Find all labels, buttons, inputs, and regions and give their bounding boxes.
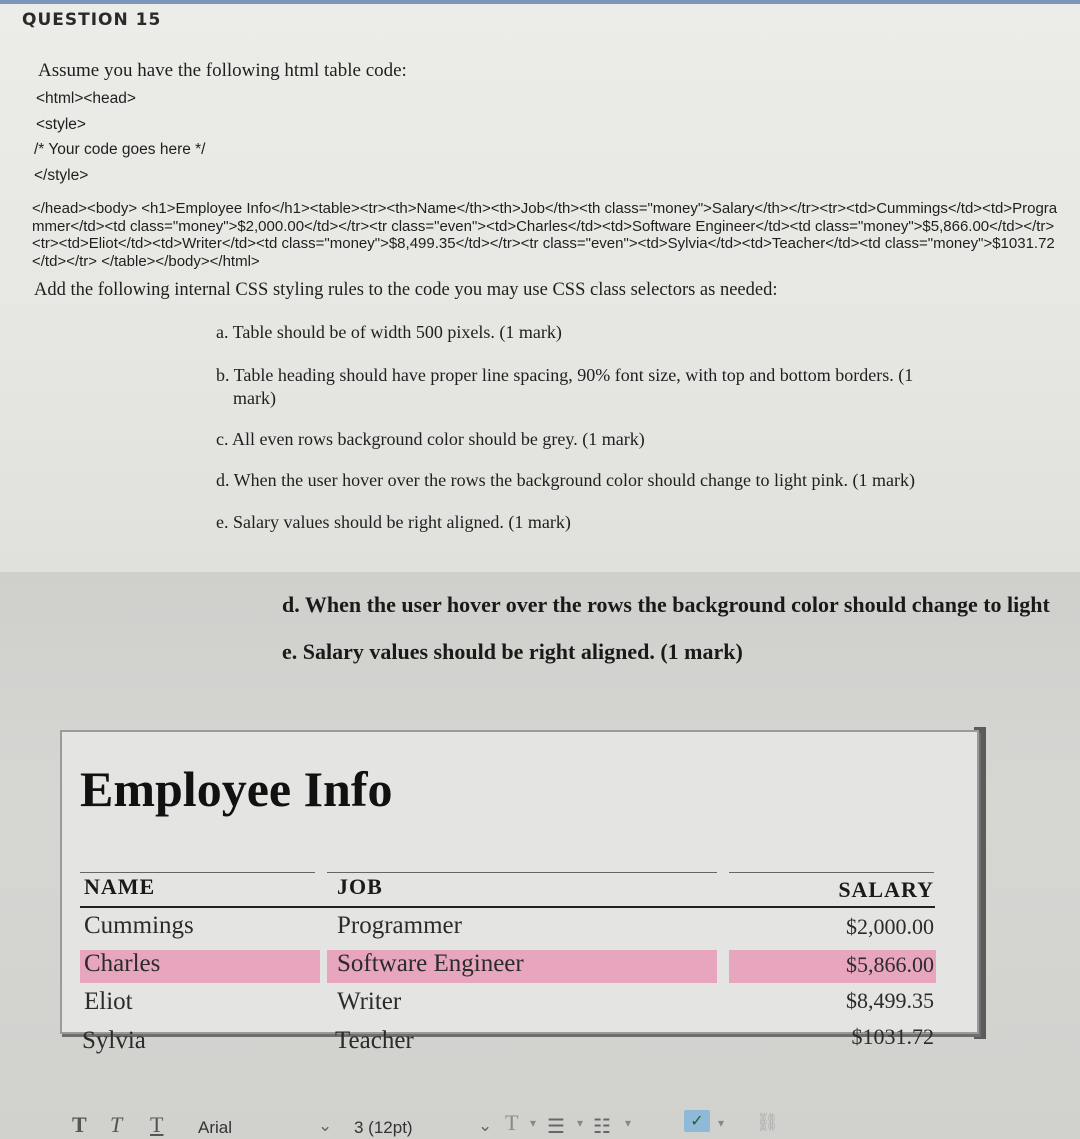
- panel-top-rule: [0, 0, 1080, 4]
- italic-button[interactable]: T: [110, 1112, 123, 1137]
- text-color-icon[interactable]: T: [505, 1110, 519, 1135]
- code-body: </head><body> <h1>Employee Info</h1><table><tr><th>Name</th><th>Job</th><th class="money">Salary</th></tr><tr><td>Cummings</td><td>Programmer</td><td class="money">$2,000.00</td></tr><tr class="even"><td>Charles</td><td>Software Engineer</td><td class="money">$5,866.00</td></tr><tr><td>Eliot</td><td>Writer</td><td class="money">$8,499.35</td></tr><tr class="even"><td>Sylvia</td><td>Teacher</td><td class="money">$1031.72</td></tr> </table></body></html>: [32, 200, 1058, 270]
- link-icon[interactable]: ⛓: [756, 1112, 779, 1132]
- font-family-select[interactable]: Arial: [198, 1118, 233, 1137]
- code-line-4: </style>: [34, 167, 89, 184]
- col-head-job: JOB: [337, 874, 383, 899]
- col-head-name: NAME: [84, 874, 156, 899]
- font-size-select[interactable]: 3 (12pt): [354, 1118, 413, 1137]
- cell-name: Sylvia: [82, 1027, 146, 1054]
- task-c: c. All even rows background color should be grey. (1 mark): [216, 429, 645, 449]
- dropdown-arrow-icon[interactable]: ▾: [718, 1116, 725, 1130]
- task-b: b. Table heading should have proper line spacing, 90% font size, with top and bottom borders. (1: [216, 365, 914, 385]
- cell-salary: $5,866.00: [846, 952, 934, 977]
- cell-job: Programmer: [337, 912, 462, 939]
- bold-button[interactable]: T: [72, 1112, 87, 1137]
- cell-salary: $2,000.00: [846, 914, 934, 939]
- cell-name: Charles: [84, 950, 161, 977]
- chevron-down-icon[interactable]: ⌄: [318, 1116, 333, 1135]
- task-b-cont: mark): [233, 388, 276, 408]
- cell-job: Teacher: [335, 1027, 414, 1054]
- output-line-e: e. Salary values should be right aligned. (1 mark): [282, 639, 743, 664]
- dropdown-arrow-icon[interactable]: ▾: [530, 1116, 537, 1130]
- dropdown-arrow-icon[interactable]: ▾: [625, 1116, 632, 1130]
- cell-name: Eliot: [84, 988, 133, 1015]
- question-intro: Assume you have the following html table code:: [38, 60, 407, 81]
- thead-top-rule-3: [729, 872, 934, 873]
- cell-job: Writer: [337, 988, 402, 1015]
- cell-salary: $1031.72: [851, 1024, 934, 1049]
- chevron-down-icon[interactable]: ⌄: [478, 1116, 493, 1135]
- output-panel: [0, 572, 1080, 1139]
- col-head-salary: SALARY: [838, 877, 934, 902]
- thead-top-rule-2: [327, 872, 717, 873]
- code-line-2: <style>: [36, 116, 86, 133]
- cell-job: Software Engineer: [337, 950, 524, 977]
- cell-salary: $8,499.35: [846, 988, 934, 1013]
- task-a: a. Table should be of width 500 pixels. (1 mark): [216, 322, 562, 342]
- thead-bottom-rule: [80, 906, 935, 908]
- code-line-1: <html><head>: [36, 90, 136, 107]
- underline-button[interactable]: T: [150, 1112, 164, 1137]
- question-header: QUESTION 15: [22, 10, 162, 30]
- dropdown-arrow-icon[interactable]: ▾: [577, 1116, 584, 1130]
- task-e: e. Salary values should be right aligned. (1 mark): [216, 512, 571, 532]
- output-line-d: d. When the user hover over the rows the background color should change to light: [282, 592, 1050, 617]
- task-d: d. When the user hover over the rows the background color should change to light pink. (1 mark): [216, 470, 915, 490]
- numbered-list-icon[interactable]: ☷: [593, 1116, 611, 1138]
- editor-toolbar: [0, 1104, 1080, 1139]
- bullet-list-icon[interactable]: ☰: [547, 1116, 565, 1138]
- cell-name: Cummings: [84, 912, 194, 939]
- code-line-3: /* Your code goes here */: [34, 141, 206, 158]
- employee-info-heading: Employee Info: [80, 761, 393, 817]
- rendered-page: [60, 730, 979, 1034]
- thead-top-rule-1: [80, 872, 315, 873]
- spellcheck-icon[interactable]: ✓: [684, 1110, 710, 1132]
- question-instruction: Add the following internal CSS styling rules to the code you may use CSS class selectors as needed:: [34, 280, 778, 300]
